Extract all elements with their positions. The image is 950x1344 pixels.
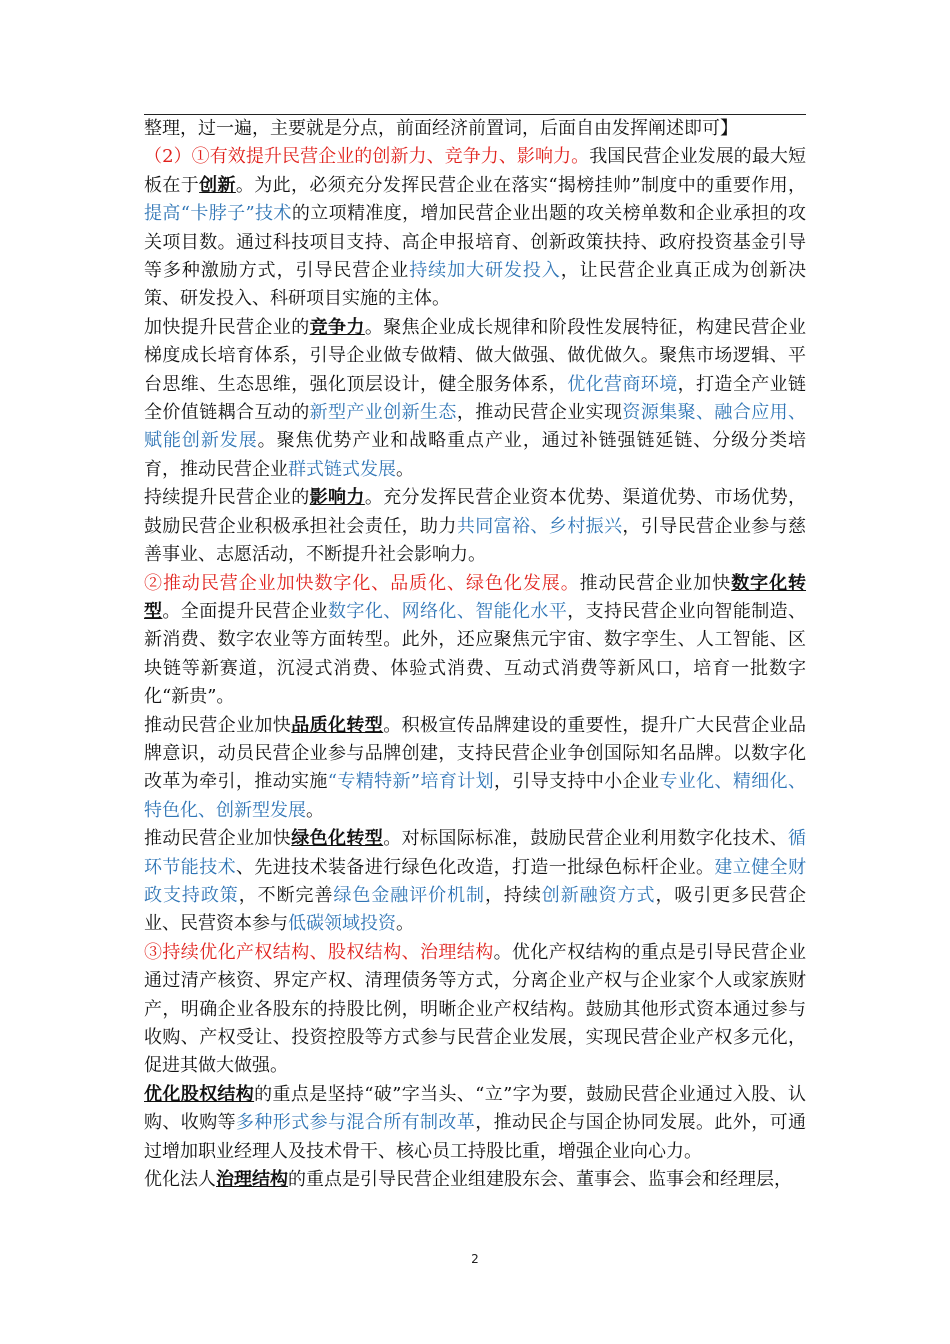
paragraph xyxy=(144,939,806,1081)
blue-highlight: 专业化、精细化、特色化、创新型发展 xyxy=(144,771,807,821)
keyword: 数字化转型 xyxy=(144,572,807,622)
text-run: 。 xyxy=(396,458,414,480)
paragraph xyxy=(144,825,806,939)
text-run: 我国民营企业发展的最大短板在于 xyxy=(144,146,806,196)
blue-highlight: 资源集聚、融合应用、赋能创新发展 xyxy=(144,402,807,452)
blue-highlight: 低碳领域投资 xyxy=(288,913,396,935)
text-run: 。聚焦优势产业和战略重点产业，通过补链强链延链、分级分类培育，推动民营企业 xyxy=(144,430,807,480)
text-run: 。 xyxy=(396,913,414,935)
paragraph xyxy=(144,314,806,484)
text-run: 。积极宣传品牌建设的重要性，提升广大民营企业品牌意识，动员民营企业参与品牌创建，支持民营企业争创国际知名品牌。以数字化改革为牵引，推动实施 xyxy=(144,714,807,793)
text-run: 。优化产权结构的重点是引导民营企业通过清产核资、界定产权、清理债务等方式，分离企业产权与企业家个人或家族财产，明确企业各股东的持股比例，明晰企业产权结构。鼓励其他形式资本通过参与收购、产权受让、投资控股等方式参与民营企业发展，实现民营企业产权多元化，促进其做大做强。 xyxy=(144,941,807,1077)
blue-highlight: 建立健全财政支持政策 xyxy=(144,856,807,906)
keyword: 创新 xyxy=(199,174,236,196)
blue-highlight: 优化营商环境 xyxy=(567,373,678,395)
text-run: 加快提升民营企业的 xyxy=(144,316,310,338)
keyword: 治理结构 xyxy=(216,1169,288,1191)
text-run: ，引导支持中小企业 xyxy=(493,771,660,793)
text-run: 。为此，必须充分发挥民营企业在落实“揭榜挂帅”制度中的重要作用， xyxy=(235,174,807,196)
blue-highlight: 共同富裕、乡村振兴 xyxy=(456,515,623,537)
text-run: 推动民营企业加快 xyxy=(144,828,292,850)
paragraph xyxy=(144,484,806,569)
blue-highlight: 群式链式发展 xyxy=(288,458,396,480)
text-run: 。对标国际标准，鼓励民营企业利用数字化技术、 xyxy=(383,828,789,850)
red-highlight: ②推动民营企业加快数字化、品质化、绿色化发展。 xyxy=(144,572,580,594)
intro-line: 整理，过一遍，主要就是分点，前面经济前置词，后面自由发挥阐述即可】 xyxy=(144,118,738,139)
document-body xyxy=(144,115,806,1194)
keyword: 绿色化转型 xyxy=(291,828,384,850)
paragraph xyxy=(144,1081,806,1166)
text-run: ，推动民营企业实现 xyxy=(456,402,623,424)
text-run: 。全面提升民营企业 xyxy=(162,600,329,622)
blue-highlight: 循环节能技术 xyxy=(144,828,807,878)
keyword: 优化股权结构 xyxy=(144,1083,255,1105)
paragraph xyxy=(144,1166,806,1194)
red-highlight: （2）①有效提升民营企业的创新力、竞争力、影响力。 xyxy=(144,146,590,168)
text-run: 。 xyxy=(306,799,324,821)
blue-highlight: 多种形式参与混合所有制改革 xyxy=(236,1112,476,1134)
text-run: ，吸引更多民营企业、民营资本参与 xyxy=(144,884,807,935)
text-run: 。充分发挥民营企业资本优势、渠道优势、市场优势，鼓励民营企业积极承担社会责任，助力 xyxy=(144,487,807,537)
keyword: 品质化转型 xyxy=(291,714,384,736)
keyword: 竞争力 xyxy=(309,316,365,338)
red-highlight: ③持续优化产权结构、股权结构、治理结构 xyxy=(144,941,494,963)
blue-highlight: 持续加大研发投入 xyxy=(409,260,561,282)
text-run: 优化法人 xyxy=(144,1169,216,1191)
text-run: ，打造全产业链全价值链耦合互动的 xyxy=(144,373,807,424)
blue-highlight: 创新融资方式 xyxy=(541,884,656,906)
blue-highlight: 数字化、网络化、智能化水平 xyxy=(328,600,568,622)
text-run: 的立项精准度，增加民营企业出题的攻关榜单数和企业承担的攻关项目数。通过科技项目支持、高企申报培育、创新政策扶持、政府投资基金引导等多种激励方式，引导民营企业 xyxy=(144,203,807,282)
text-run: 推动民营企业加快 xyxy=(579,572,732,594)
page-number: 2 xyxy=(471,1252,479,1266)
text-run: ，推动民企与国企协同发展。此外，可通过增加职业经理人及技术骨干、核心员工持股比重，增强企业向心力。 xyxy=(144,1112,807,1162)
text-run: ，让民营企业真正成为创新决策、研发投入、科研项目实施的主体。 xyxy=(144,260,807,310)
text-run: ，持续 xyxy=(484,884,542,906)
text-run: 的重点是引导民营企业组建股东会、董事会、监事会和经理层， xyxy=(288,1169,792,1191)
text-run: ，引导民营企业参与慈善事业、志愿活动，不断提升社会影响力。 xyxy=(144,515,807,566)
keyword: 影响力 xyxy=(309,487,365,509)
text-run: ，不断完善 xyxy=(238,884,334,906)
blue-highlight: 新型产业创新生态 xyxy=(309,402,457,424)
text-run: 推动民营企业加快 xyxy=(144,714,292,736)
text-run: 的重点是坚持“破”字当头、“立”字为要，鼓励民营企业通过入股、认购、收购等 xyxy=(144,1083,806,1134)
text-run: 、先进技术装备进行绿色化改造，打造一批绿色标杆企业。 xyxy=(236,856,715,878)
paragraph xyxy=(144,143,806,313)
paragraph-list xyxy=(144,143,806,1194)
text-run: 。聚焦企业成长规律和阶段性发展特征，构建民营企业梯度成长培育体系，引导企业做专做精、做大做强、做优做久。聚焦市场逻辑、平台思维、生态思维，强化顶层设计，健全服务体系， xyxy=(144,316,807,395)
blue-highlight: “专精特新”培育计划 xyxy=(327,771,494,793)
blue-highlight: 绿色金融评价机制 xyxy=(333,884,485,906)
text-run: 持续提升民营企业的 xyxy=(144,487,310,509)
blue-highlight: 提高“卡脖子”技术 xyxy=(144,203,292,225)
paragraph xyxy=(144,712,806,826)
paragraph xyxy=(144,570,806,712)
text-run: ，支持民营企业向智能制造、新消费、数字农业等方面转型。此外，还应聚焦元宇宙、数字孪生、人工智能、区块链等新赛道，沉浸式消费、体验式消费、互动式消费等新风口，培育一批数字化“新贵”。 xyxy=(144,600,807,708)
